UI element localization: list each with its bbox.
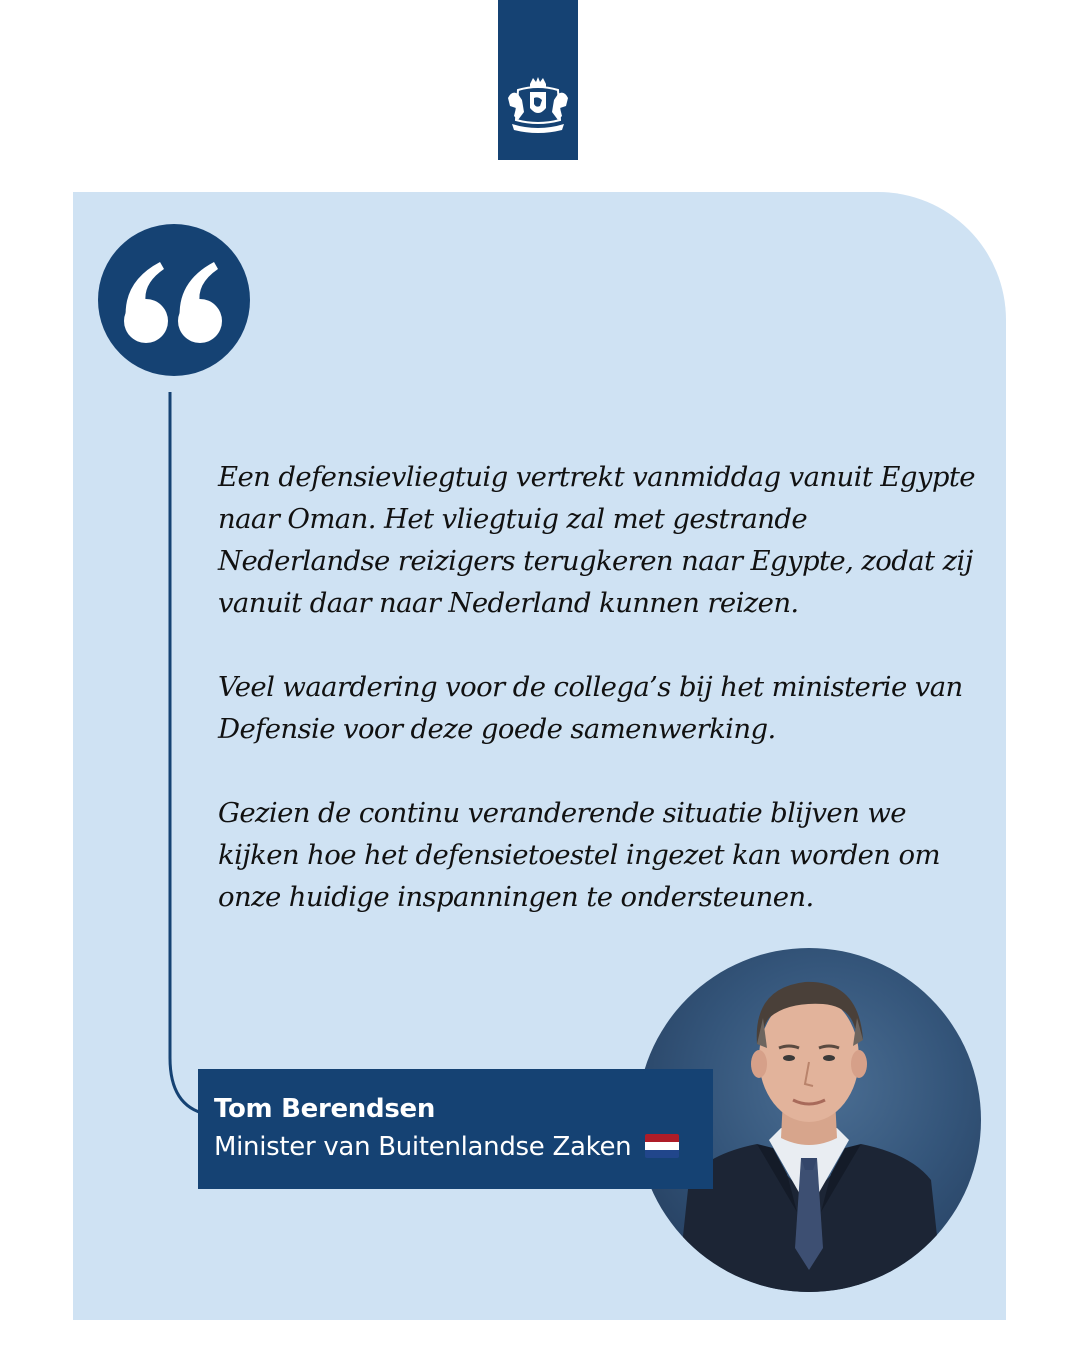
quote-text <box>218 456 978 918</box>
speaker-name: Tom Berendsen <box>214 1094 436 1124</box>
speaker-title-line <box>214 1127 713 1167</box>
royal-coat-of-arms-icon <box>504 76 572 138</box>
speaker-title: Minister van Buitenlandse Zaken <box>214 1132 632 1162</box>
header-logo-bar <box>498 0 578 160</box>
flag-stripe-blue <box>645 1150 679 1158</box>
speaker-name-box <box>198 1069 713 1189</box>
quote-paragraph: Een defensievliegtuig vertrekt vanmiddag vanuit Egypte naar Oman. Het vliegtuig zal met gestrande Nederlandse reizigers terugkeren naar Egypte, zodat zij vanuit daar naar Nederland kunnen reizen. <box>218 461 975 619</box>
netherlands-flag-icon <box>645 1134 679 1158</box>
quotation-mark-icon <box>98 224 250 376</box>
quote-paragraph: Gezien de continu veranderende situatie blijven we kijken hoe het defensietoestel ingezet kan worden om onze huidige inspanningen te ondersteunen. <box>218 797 940 913</box>
quote-badge <box>98 224 250 376</box>
flag-stripe-white <box>645 1142 679 1150</box>
flag-stripe-red <box>645 1134 679 1142</box>
quote-paragraph: Veel waardering voor de collega’s bij het ministerie van Defensie voor deze goede samenwerking. <box>218 671 963 745</box>
